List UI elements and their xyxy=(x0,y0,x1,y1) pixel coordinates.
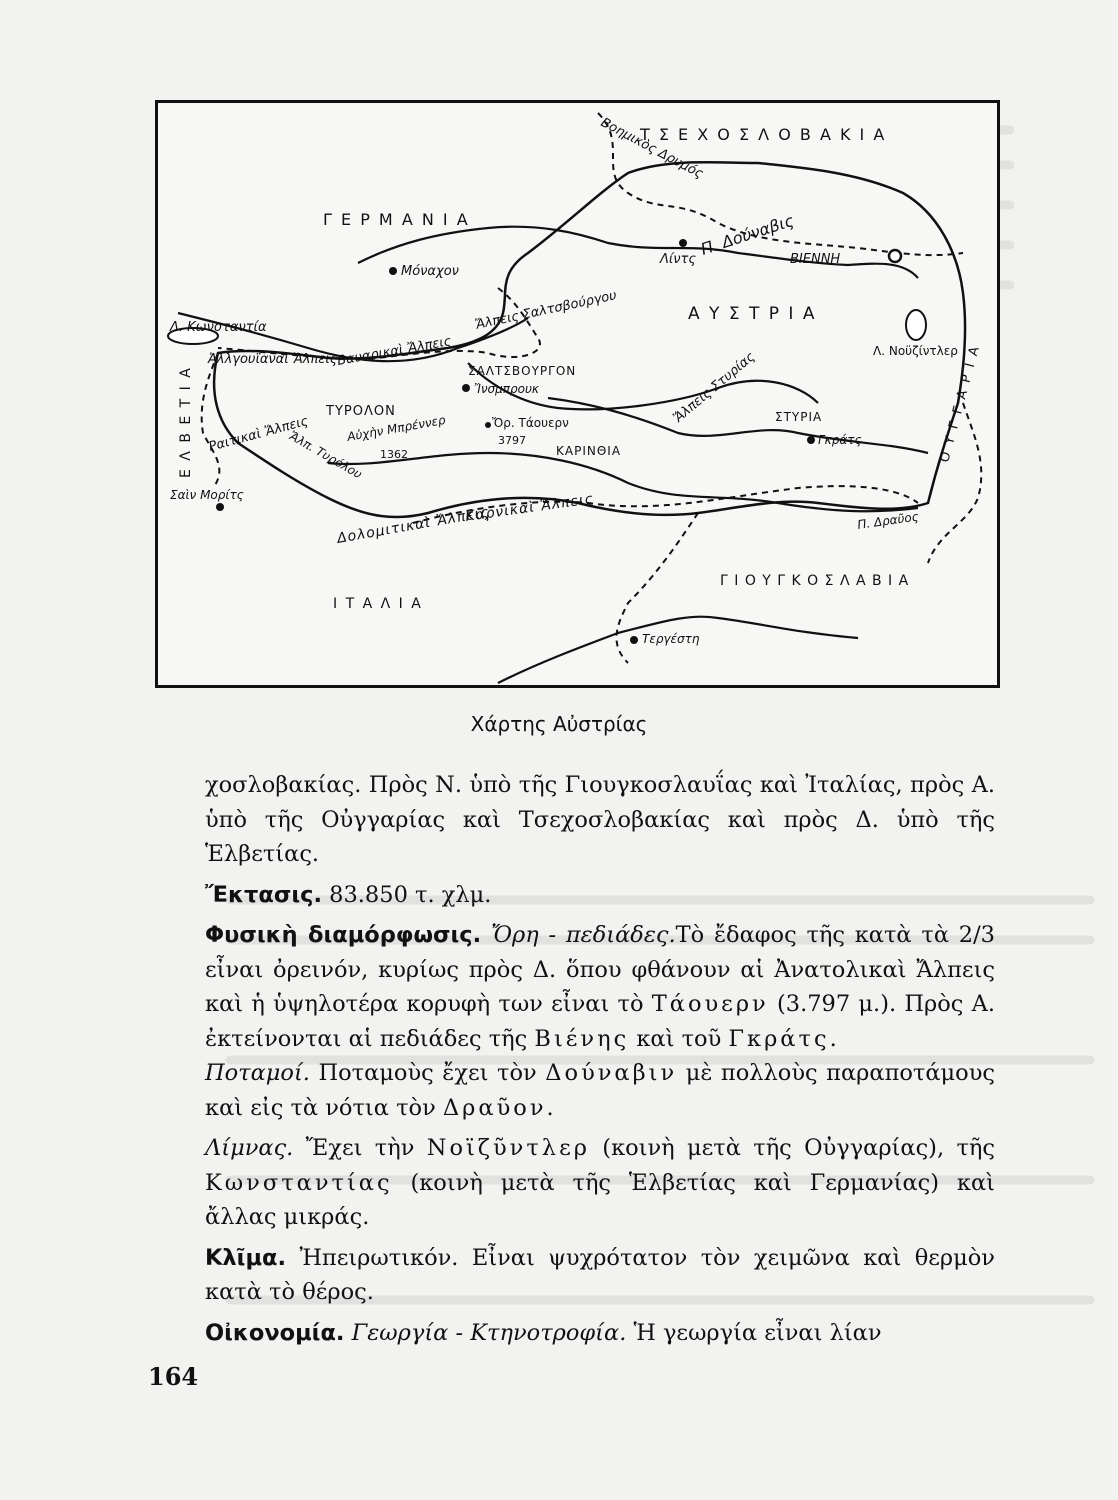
map-svg xyxy=(158,103,1003,691)
label-tyrol: ΤΥΡΟΛΟΝ xyxy=(326,404,396,419)
area-heading: Ἔκτασις. xyxy=(205,881,322,908)
label-switzerland: Ε Λ Β Ε Τ Ι Α xyxy=(178,366,194,478)
paragraph-area xyxy=(205,878,995,913)
vienna-dot xyxy=(889,250,901,262)
label-czech: Τ Σ Ε Χ Ο Σ Λ Ο Β Α Κ Ι Α xyxy=(640,125,887,144)
economy-text: Ἡ γεωργία εἶναι λίαν xyxy=(626,1319,882,1346)
munich-dot xyxy=(389,267,397,275)
rivers-text-a: Ποταμοὺς ἔχει τὸν xyxy=(309,1060,546,1086)
tauern-term: Τάουερν xyxy=(651,991,769,1017)
label-vienna: ΒΙΕΝΝΗ xyxy=(790,252,841,267)
paragraph-economy xyxy=(205,1316,995,1351)
label-neusiedl: Λ. Νοϋζίντλερ xyxy=(873,344,958,358)
lakes-text-c: (κοινὴ μετὰ τῆς Ἑλβετίας καὶ Γερμανίας) καὶ ἄλλας μικράς. xyxy=(205,1169,995,1230)
label-dolomites: Δολομιτικαὶ Ἄλπεις xyxy=(335,504,491,547)
map-caption: Χάρτης Αὐστρίας xyxy=(470,712,648,736)
rivers-text-c: . xyxy=(546,1094,554,1121)
label-graz: Γκράτς xyxy=(818,433,862,447)
paragraph-lakes xyxy=(205,1131,995,1235)
label-linz: Λίντς xyxy=(660,252,697,267)
paragraph-physical xyxy=(205,918,995,1056)
vienna-term: Βιένης xyxy=(534,1025,630,1052)
label-lake-constance: Λ. Κωνσταντία xyxy=(170,320,267,335)
label-austria: Α Υ Σ Τ Ρ Ι Α xyxy=(688,304,817,324)
label-hungary: Ο Υ Γ Γ Α Ρ Ι Α xyxy=(937,343,984,465)
physical-text-d: . xyxy=(829,1025,837,1052)
lakes-text-a: Ἔχει τὴν xyxy=(293,1135,427,1161)
label-rhaetian: Ραιτικαὶ Ἄλπεις xyxy=(207,413,310,455)
label-tauern: Ὄρ. Τάουερν xyxy=(492,416,569,430)
trieste-dot xyxy=(630,636,638,644)
label-brenner: Αὐχὴν Μπρέννερ xyxy=(346,412,447,444)
label-drava: Π. Δραῦος xyxy=(856,509,920,532)
border-swiss xyxy=(202,353,220,488)
label-salzburg-alps: Ἄλπεις Σαλτσβούργου xyxy=(473,288,619,333)
label-trieste: Τεργέστη xyxy=(642,632,700,646)
label-germany: Γ Ε Ρ Μ Α Ν Ι Α xyxy=(323,210,470,229)
physical-subheading: Ὄρη - πεδιάδες. xyxy=(481,922,676,948)
danube-term: Δούναβιν xyxy=(545,1060,678,1086)
area-text: 83.850 τ. χλμ. xyxy=(322,881,492,908)
linz-dot xyxy=(679,239,687,247)
physical-text-a: Τὸ ἔδαφος τῆς κατὰ τὰ 2/3 εἶναι ὀρεινόν, κυρίως πρὸς Δ. ὅπου φθάνουν αἱ Ἀνατολικαὶ Ἄλπεις καὶ ἡ ὑψηλοτέρα κορυφὴ των εἶναι τὸ xyxy=(205,922,995,1017)
drava-term: Δραῦον xyxy=(442,1094,547,1121)
lakes-heading: Λίμνας. xyxy=(205,1135,294,1161)
st-moritz-dot xyxy=(216,503,224,511)
economy-heading: Οἰκονομία. xyxy=(205,1319,345,1346)
label-bavarian: Βαυαρικαὶ Ἄλπεις xyxy=(336,334,453,369)
graz-term: Γκράτς xyxy=(728,1025,830,1052)
austria-map xyxy=(155,100,1000,688)
coast xyxy=(498,617,858,683)
label-yugoslavia: Γ Ι Ο Υ Γ Κ Ο Σ Λ Α Β Ι Α xyxy=(720,573,910,589)
physical-text-b: (3.797 μ.). Πρὸς Α. ἐκτείνονται αἱ πεδιάδες τῆς xyxy=(205,991,995,1052)
label-danube: Π. Δούναβις xyxy=(698,210,797,259)
label-carnic: Καρνικαὶ Ἄλπεις xyxy=(464,491,595,525)
innsbruck-dot xyxy=(462,384,470,392)
climate-heading: Κλῖμα. xyxy=(205,1244,287,1271)
label-bohemian-forest: Βοημικὸς Δρυμός xyxy=(598,115,706,182)
label-carinthia: ΚΑΡΙΝΘΙΑ xyxy=(556,444,622,458)
label-st-moritz: Σαὶν Μορίτς xyxy=(170,488,244,502)
tauern-dot xyxy=(485,422,491,428)
paragraph-rivers xyxy=(205,1056,995,1125)
paragraph-climate xyxy=(205,1241,995,1310)
lake-neusiedl-shape xyxy=(906,310,926,340)
physical-text-c: καὶ τοῦ xyxy=(629,1025,729,1052)
paragraph-borders xyxy=(205,768,995,872)
label-brenner-height: 1362 xyxy=(380,448,408,461)
label-styrian-alps: Ἄλπεις Στυρίας xyxy=(670,349,759,427)
rivers-heading: Ποταμοί. xyxy=(205,1060,310,1086)
rivers-text-b: μὲ πολλοὺς παραποτάμους καὶ εἰς τὰ νότια τὸν xyxy=(205,1060,995,1121)
graz-dot xyxy=(807,436,815,444)
body-text xyxy=(205,768,995,1350)
label-italy: Ι Τ Α Λ Ι Α xyxy=(333,596,423,612)
physical-heading: Φυσικὴ διαμόρφωσις. xyxy=(205,922,482,948)
economy-subheading: Γεωργία - Κτηνοτροφία. xyxy=(344,1319,627,1346)
label-salzburg: ΣΑΛΤΣΒΟΥΡΓΟΝ xyxy=(468,364,577,378)
label-styria: ΣΤΥΡΙΑ xyxy=(775,410,823,424)
label-innsbruck: Ἴνσμπρουκ xyxy=(474,382,539,396)
neusiedl-term: Νοϊζῦντλερ xyxy=(426,1135,590,1161)
climate-text: Ἠπειρωτικόν. Εἶναι ψυχρότατον τὸν χειμῶνα καὶ θερμὸν κατὰ τὸ θέρος. xyxy=(205,1244,995,1305)
label-munich: Μόναχον xyxy=(401,264,459,279)
label-tauern-height: 3797 xyxy=(498,434,526,447)
page-number: 164 xyxy=(148,1362,199,1391)
borders-text: χοσλοβακίας. Πρὸς Ν. ὑπὸ τῆς Γιουγκοσλαυΐας καὶ Ἰταλίας, πρὸς Α. ὑπὸ τῆς Οὐγγαρίας καὶ Τσεχοσλοβακίας καὶ πρὸς Δ. ὑπὸ τῆς Ἑλβετίας. xyxy=(205,772,995,867)
label-tyrol-alps: Ἄλπ. Τυρόλου xyxy=(286,428,365,482)
river-drava xyxy=(328,453,918,511)
label-allgau: Ἀλλγουΐαναὶ Ἄλπεις xyxy=(208,352,338,367)
constance-term: Κωνσταντίας xyxy=(205,1169,393,1196)
lakes-text-b: (κοινὴ μετὰ τῆς Οὐγγαρίας), τῆς xyxy=(589,1135,995,1161)
